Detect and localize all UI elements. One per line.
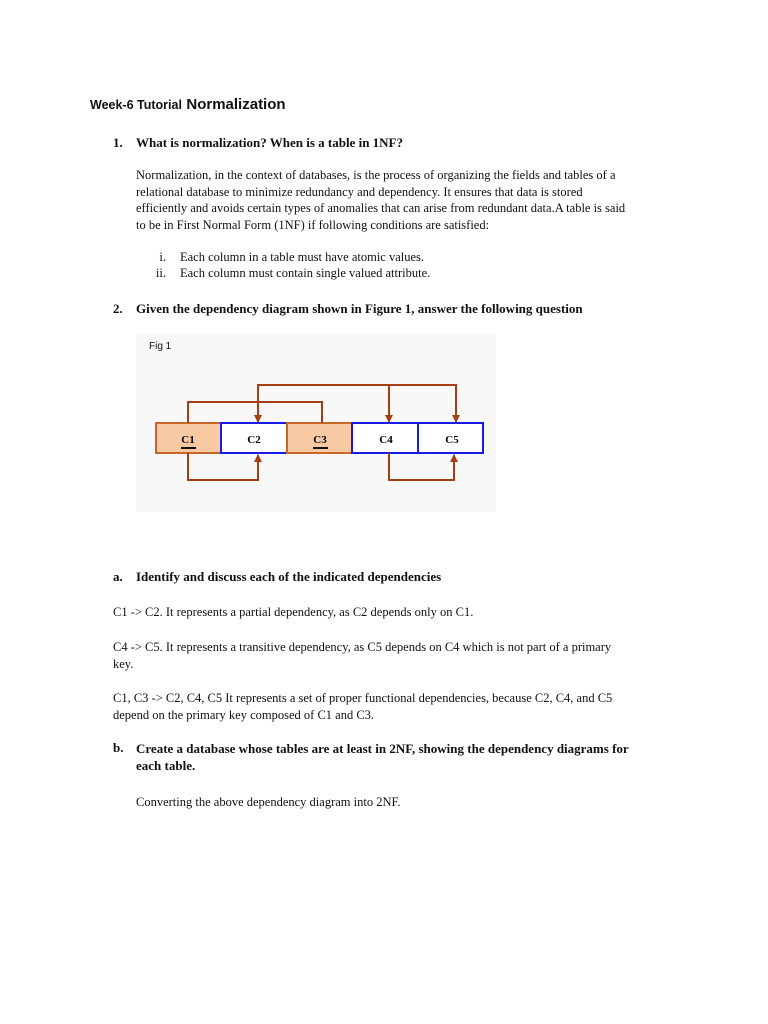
part-label: a. — [113, 569, 123, 584]
question-number: 1. — [113, 135, 123, 150]
answer-line: key. — [113, 656, 134, 671]
column-label-c5: C5 — [445, 434, 459, 446]
question-line: Create a database whose tables are at least in 2NF, showing the dependency diagrams for — [136, 741, 629, 756]
roman-numeral: i. — [159, 250, 166, 264]
column-label-c1: C1 — [181, 434, 195, 446]
column-label-c3: C3 — [313, 434, 327, 446]
question-number: 2. — [113, 301, 123, 316]
column-label-c4: C4 — [379, 434, 393, 446]
answer-line: depend on the primary key composed of C1 and C3. — [113, 707, 375, 722]
answer-line: C4 -> C5. It represents a transitive dependency, as C5 depends on C4 which is not part of a primary — [113, 640, 612, 654]
answer-line: to be in First Normal Form (1NF) if following conditions are satisfied: — [136, 217, 490, 232]
question-text: What is normalization? When is a table in 1NF? — [136, 135, 404, 150]
dependency-line-c1-c3 — [188, 402, 322, 423]
answer-line: relational database to minimize redundancy and dependency. It ensures that data is stored — [136, 184, 583, 199]
part-question-text: Identify and discuss each of the indicated dependencies — [136, 569, 442, 584]
condition-text: Each column must contain single valued attribute. — [180, 266, 431, 280]
transitive-dependency-arrow — [389, 453, 454, 480]
column-label-c2: C2 — [247, 434, 261, 446]
question-text: Given the dependency diagram shown in Figure 1, answer the following question — [136, 301, 583, 316]
figure-label: Fig 1 — [149, 341, 172, 352]
dependency-diagram — [136, 334, 496, 512]
diagram-svg — [136, 334, 496, 512]
condition-text: Each column in a table must have atomic values. — [180, 250, 425, 264]
roman-numeral: ii. — [155, 266, 166, 280]
answer-line: C1 -> C2. It represents a partial dependency, as C2 depends only on C1. — [113, 605, 474, 619]
answer-block — [113, 604, 693, 621]
partial-dependency-arrow — [188, 453, 258, 480]
answer-paragraph — [136, 167, 696, 233]
answer-line: Normalization, in the context of databases, is the process of organizing the fields and tables of a — [136, 168, 616, 182]
answer-line: efficiently and avoids certain types of anomalies that can arise from redundant data.A table is said — [136, 201, 626, 215]
part-label: b. — [113, 740, 124, 755]
answer-block — [113, 690, 693, 723]
dependency-arrow-to-c5 — [258, 385, 456, 422]
title-main: Normalization — [186, 96, 286, 113]
question-line: each table. — [136, 758, 196, 773]
part-question-text — [136, 740, 629, 774]
answer-block — [113, 639, 693, 672]
part-b-answer: Converting the above dependency diagram into 2NF. — [136, 795, 401, 809]
title-prefix: Week-6 Tutorial — [90, 98, 182, 112]
page-title — [90, 96, 286, 114]
answer-line: C1, C3 -> C2, C4, C5 It represents a set of proper functional dependencies, because C2, C4, and C5 — [113, 691, 613, 705]
